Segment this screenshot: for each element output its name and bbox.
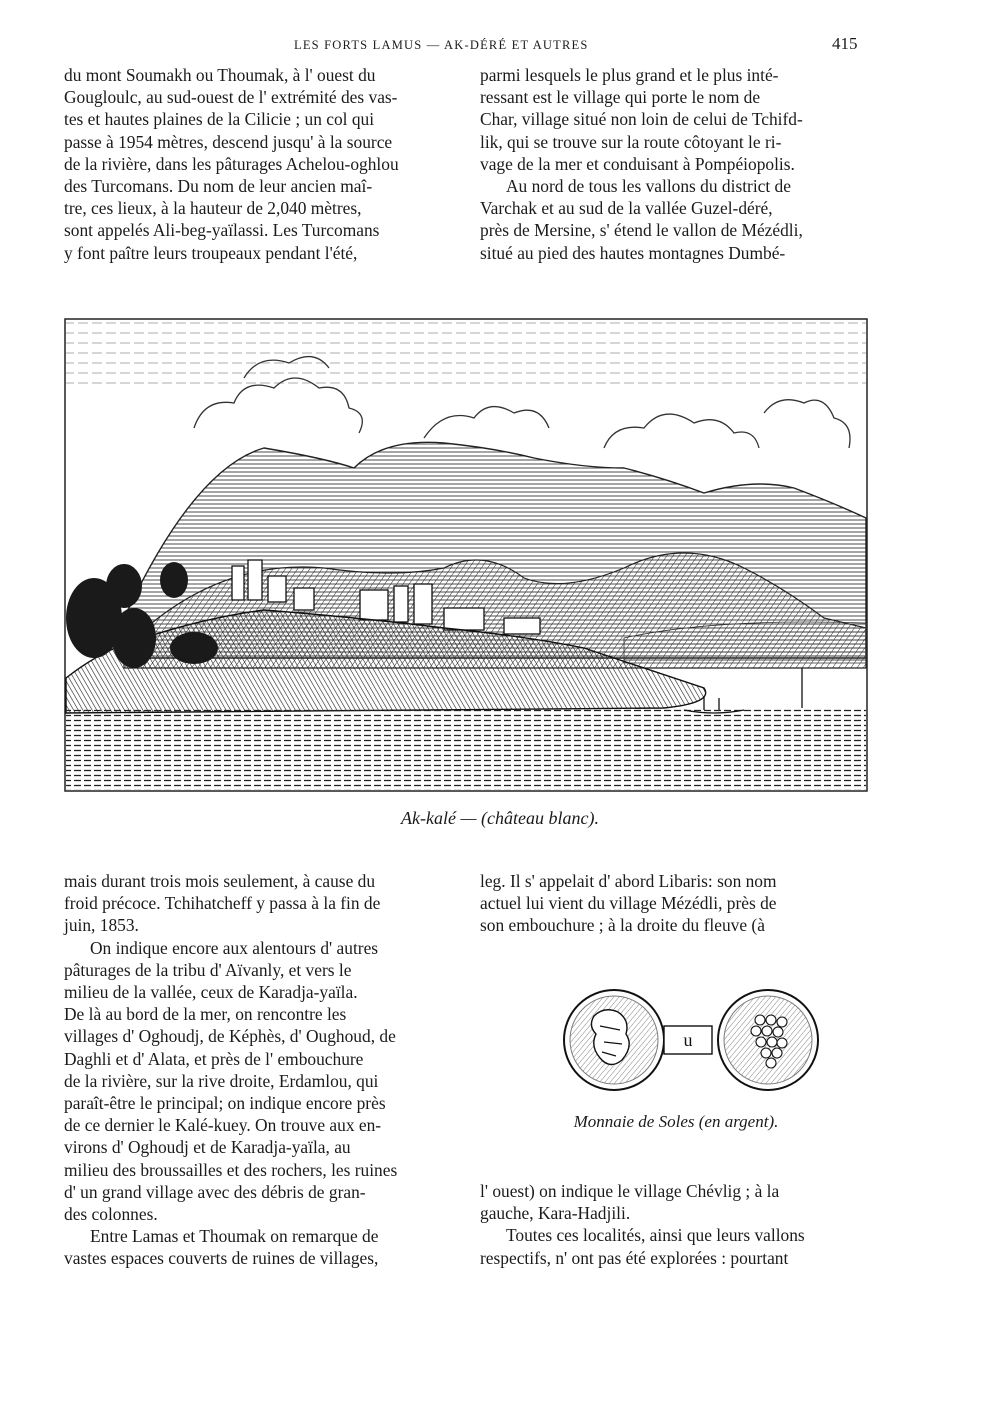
- text-line: leg. Il s' appelait d' abord Libaris: son nom: [480, 871, 777, 891]
- text-line: du mont Soumakh ou Thoumak, à l' ouest du: [64, 65, 376, 85]
- text-line: y font paître leurs troupeaux pendant l'été,: [64, 242, 358, 263]
- text-line: vage de la mer et conduisant à Pompéiopolis.: [480, 153, 795, 174]
- running-title: LES FORTS LAMUS — AK-DÉRÉ ET AUTRES: [294, 38, 589, 52]
- text-line: froid précoce. Tchihatcheff y passa à la fin de: [64, 893, 381, 914]
- text-line: passe à 1954 mètres, descend jusqu' à la source: [64, 131, 393, 152]
- text-line: parmi lesquels le plus grand et le plus inté-: [480, 65, 779, 85]
- text-line: Varchak et au sud de la vallée Guzel-déré,: [480, 198, 773, 219]
- bottom-left-column: [64, 870, 464, 1270]
- text-line: l' ouest) on indique le village Chévlig ; à la: [480, 1181, 780, 1201]
- text-line: juin, 1853.: [64, 915, 139, 936]
- text-line: de la rivière, dans les pâturages Achelou-oghlou: [64, 153, 399, 174]
- ak-kale-engraving: [64, 318, 868, 792]
- text-line: tre, ces lieux, à la hauteur de 2,040 mètres,: [64, 198, 362, 219]
- paragraph: [480, 870, 872, 937]
- text-line: de la rivière, sur la rive droite, Erdamlou, qui: [64, 1070, 379, 1091]
- text-line: des colonnes.: [64, 1204, 158, 1225]
- text-line: Gougloulc, au sud-ouest de l' extrémité des vas-: [64, 87, 398, 108]
- coin-illustration: [560, 986, 822, 1094]
- text-line: milieu de la vallée, ceux de Karadja-yaïla.: [64, 982, 358, 1003]
- figure-caption: Ak-kalé — (château blanc).: [401, 808, 599, 828]
- text-line: villages d' Oghoudj, de Képhès, d' Oughoud, de: [64, 1026, 396, 1047]
- text-line: Char, village situé non loin de celui de Tchifd-: [480, 109, 803, 130]
- text-line: Entre Lamas et Thoumak on remarque de: [90, 1226, 379, 1247]
- text-line: d' un grand village avec des débris de gran-: [64, 1181, 366, 1202]
- text-line: situé au pied des hautes montagnes Dumbé-: [480, 242, 786, 263]
- text-line: des Turcomans. Du nom de leur ancien maî-: [64, 176, 373, 197]
- text-line: de ce dernier le Kalé-kuey. On trouve aux en-: [64, 1115, 382, 1136]
- paragraph: [64, 937, 464, 1226]
- text-line: vastes espaces couverts de ruines de villages,: [64, 1248, 379, 1269]
- text-line: Au nord de tous les vallons du district de: [506, 176, 791, 197]
- running-header: [0, 36, 1000, 60]
- top-left-column: [64, 64, 456, 264]
- text-line: pâturages de la tribu d' Aïvanly, et vers le: [64, 959, 352, 980]
- text-line: On indique encore aux alentours d' autres: [90, 937, 379, 958]
- text-line: actuel lui vient du village Mézédli, près de: [480, 893, 777, 914]
- coin-reverse: [718, 990, 818, 1090]
- text-line: ressant est le village qui porte le nom de: [480, 87, 761, 108]
- text-line: lik, qui se trouve sur la route côtoyant le ri-: [480, 131, 782, 152]
- paragraph: [480, 1180, 872, 1224]
- text-line: paraît-être le principal; on indique encore près: [64, 1093, 386, 1114]
- text-line: sont appelés Ali-beg-yaïlassi. Les Turcomans: [64, 220, 380, 241]
- text-line: respectifs, n' ont pas été explorées : pourtant: [480, 1247, 789, 1268]
- page-number: 415: [832, 34, 858, 53]
- coin-center-letter: u: [683, 1030, 693, 1050]
- text-line: virons d' Oghoudj et de Karadja-yaïla, au: [64, 1137, 351, 1158]
- bottom-right-column: [480, 870, 872, 937]
- top-right-column: [480, 64, 866, 264]
- text-line: son embouchure ; à la droite du fleuve (à: [480, 915, 765, 936]
- text-line: Toutes ces localités, ainsi que leurs vallons: [506, 1225, 805, 1246]
- text-line: près de Mersine, s' étend le vallon de Mézédli,: [480, 220, 803, 241]
- text-line: Daghli et d' Alata, et près de l' embouchure: [64, 1048, 364, 1069]
- paragraph: [480, 1224, 872, 1268]
- paragraph: [480, 64, 866, 175]
- paragraph: [64, 1225, 464, 1269]
- coin-obverse: [564, 990, 664, 1090]
- coin-caption: Monnaie de Soles (en argent).: [573, 1112, 779, 1131]
- text-line: mais durant trois mois seulement, à cause du: [64, 871, 376, 891]
- text-line: De là au bord de la mer, on rencontre les: [64, 1004, 347, 1025]
- paragraph: [64, 870, 464, 937]
- paragraph: [480, 175, 866, 264]
- water: [66, 708, 866, 790]
- text-line: tes et hautes plaines de la Cilicie ; un col qui: [64, 109, 375, 130]
- bottom-right-column-continued: [480, 1180, 872, 1269]
- text-line: milieu des broussailles et des rochers, les ruines: [64, 1159, 398, 1180]
- text-line: gauche, Kara-Hadjili.: [480, 1203, 631, 1224]
- paragraph: [64, 64, 456, 264]
